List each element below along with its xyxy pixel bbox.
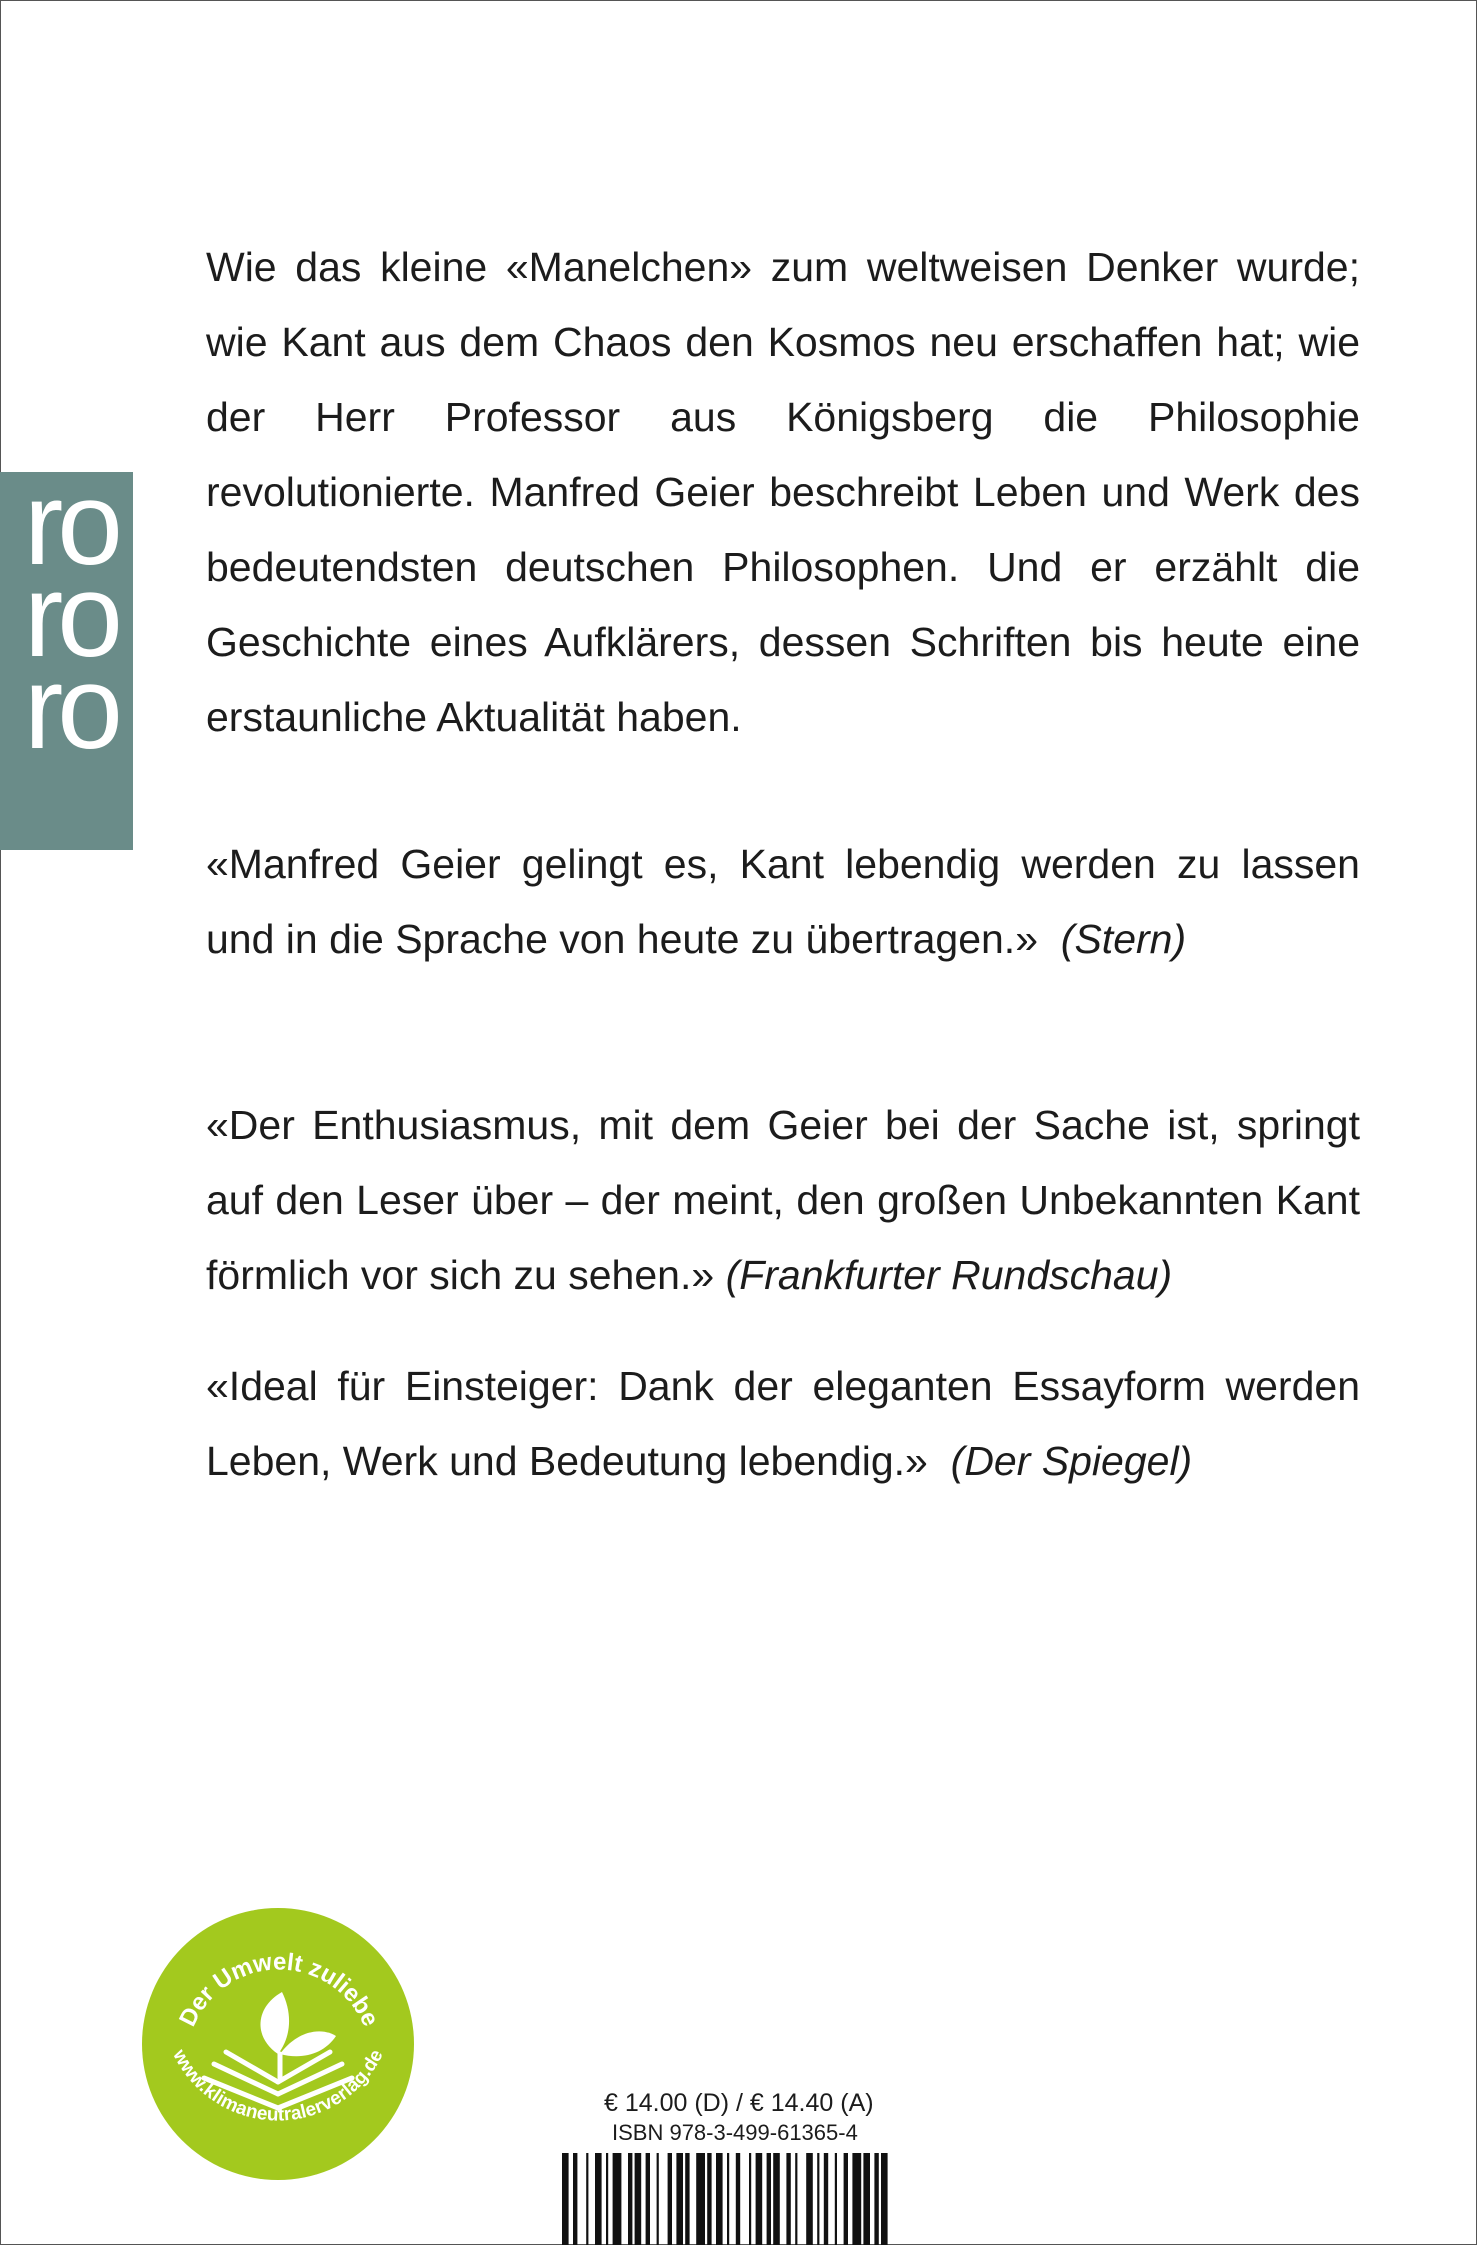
badge-bottom-text: www.klimaneutralerverlag.de [168, 2046, 388, 2126]
badge-top-text: Der Umwelt zuliebe [174, 1948, 384, 2031]
barcode-bar [817, 2153, 819, 2245]
barcode-bar [606, 2153, 608, 2245]
book-blurb [206, 230, 1360, 755]
eco-badge [142, 1908, 414, 2180]
barcode-bar [844, 2153, 848, 2245]
barcode-bar [696, 2153, 705, 2245]
barcode-bar [646, 2153, 650, 2245]
quote-source: (Stern) [1060, 916, 1187, 962]
quote-text: «Der Enthusiasmus, mit dem Geier bei der Sache ist, springt auf den Leser über – der meint, den großen Unbekannten Kant förmlich vor sich zu sehen.» [206, 1102, 1360, 1298]
barcode-bar [773, 2153, 780, 2245]
barcode-bar [657, 2153, 659, 2245]
barcode-bar [613, 2153, 622, 2245]
barcode-bar [668, 2153, 672, 2245]
barcode-bar [573, 2153, 577, 2245]
barcode-bar [852, 2153, 861, 2245]
barcode-bar [736, 2153, 740, 2245]
quote-text: «Manfred Geier gelingt es, Kant lebendig werden zu lassen und in die Sprache von heute zu übertragen.» [206, 841, 1360, 962]
quote-source: (Der Spiegel) [950, 1438, 1193, 1484]
blurb-text: Wie das kleine «Manelchen» zum weltweisen Denker wurde; wie Kant aus dem Chaos den Kosmos neu erschaffen hat; wie der Herr Professor aus Königsberg die Philosophie revolutionierte. Manfred Geier beschreibt Leben und Werk des bedeutendsten deutschen Philosophen. Und er erzählt die Geschichte eines Aufklärers, dessen Schriften bis heute eine erstaunliche Aktualität haben. [206, 244, 1360, 740]
publisher-brand-strip [0, 472, 133, 850]
barcode-bar [795, 2153, 797, 2245]
price: € 14.00 (D) / € 14.40 (A) [604, 2089, 874, 2117]
barcode-bar [806, 2153, 813, 2245]
review-quote [206, 827, 1360, 977]
isbn: ISBN 978-3-499-61365-4 [612, 2120, 858, 2145]
barcode-bar [835, 2153, 837, 2245]
rororo-logo: ro ro ro [24, 472, 117, 774]
barcode [560, 2153, 916, 2245]
barcode-bar [635, 2153, 642, 2245]
barcode-bar [716, 2153, 723, 2245]
barcode-bar [595, 2153, 602, 2245]
barcode-bar [874, 2153, 878, 2245]
barcode-bar [881, 2153, 888, 2245]
review-quote [206, 1088, 1360, 1313]
barcode-bar [586, 2153, 588, 2245]
barcode-bar [727, 2153, 729, 2245]
barcode-bar [562, 2153, 569, 2245]
barcode-bar [749, 2153, 751, 2245]
review-quote [206, 1349, 1360, 1499]
barcode-bar [786, 2153, 790, 2245]
barcode-bar [767, 2153, 771, 2245]
barcode-bar [824, 2153, 828, 2245]
barcode-bar [863, 2153, 870, 2245]
barcode-bar [628, 2153, 632, 2245]
quote-text: «Ideal für Einsteiger: Dank der eleganten Essayform werden Leben, Werk und Bedeutung lebendig.» [206, 1363, 1360, 1484]
barcode-bar [756, 2153, 763, 2245]
barcode-bar [676, 2153, 683, 2245]
quote-source: (Frankfurter Rundschau) [725, 1252, 1173, 1298]
barcode-bar [707, 2153, 711, 2245]
barcode-bar [685, 2153, 689, 2245]
